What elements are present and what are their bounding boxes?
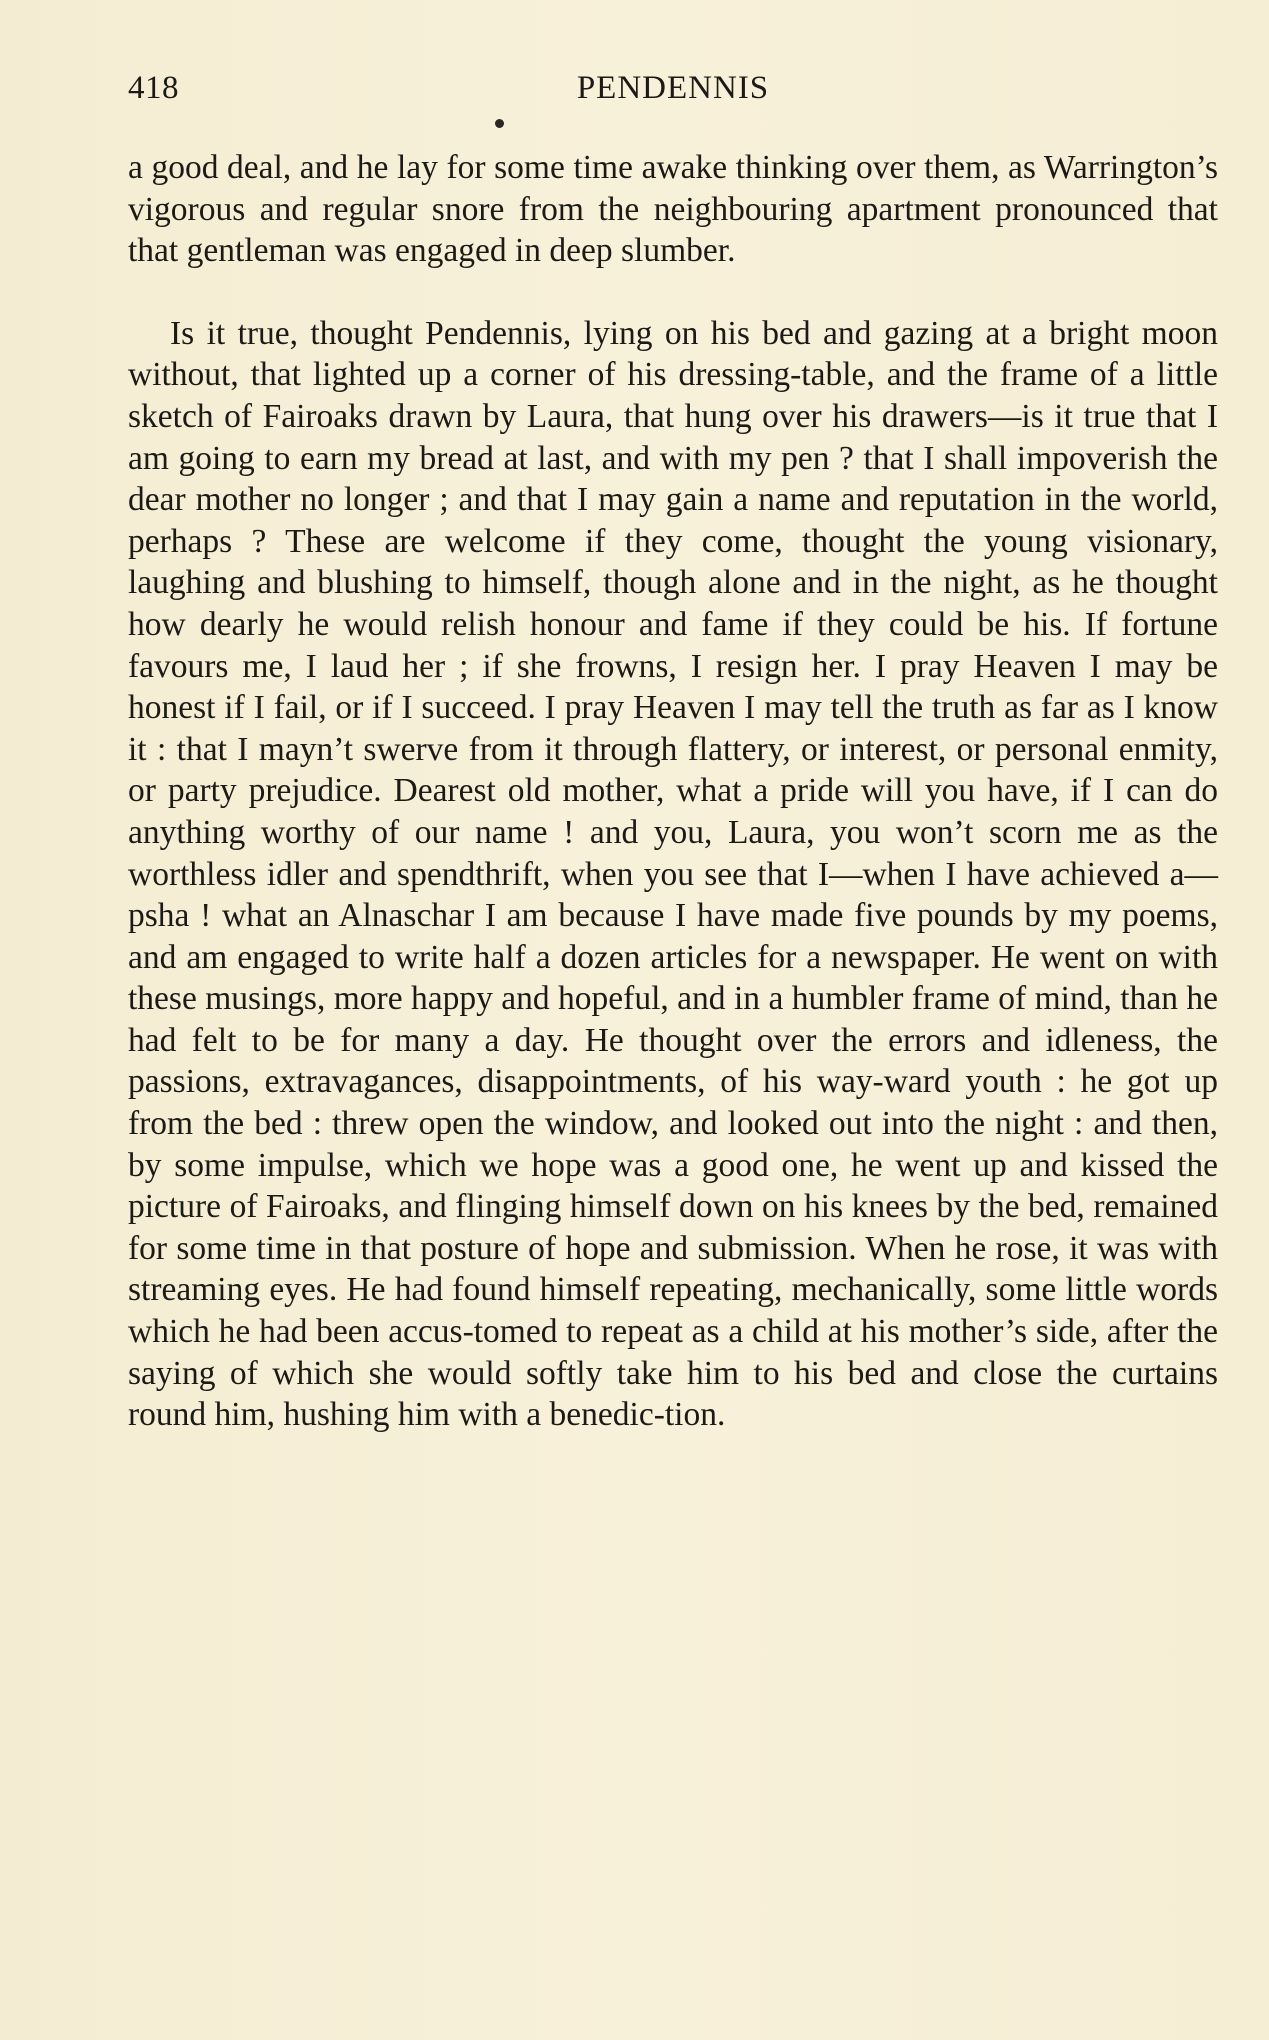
running-title: PENDENNIS xyxy=(576,70,770,106)
page-number: 418 xyxy=(128,70,179,106)
ink-speck xyxy=(495,119,504,128)
running-head xyxy=(128,70,1218,114)
continuation-paragraph: a good deal, and he lay for some time awake thinking over them, as Warrington’s vigorous and regular snore from the neighbouring apartment pronounced that that gentleman was engaged in deep slumber. xyxy=(128,149,1218,270)
main-paragraph: Is it true, thought Pendennis, lying on his bed and gazing at a bright moon without, that lighted up a corner of his dressing-table, and the frame of a little sketch of Fairoaks drawn by Laura, that hung over his drawers—is it true that I am going to earn my bread at last, and with my pen ? that I shall impoverish the dear mother no longer ; and that I may gain a name and reputation in the world, perhaps ? These are welcome if they come, thought the young visionary, laughing and blushing to himself, though alone and in the night, as he thought how dearly he would relish honour and fame if they could be his. If fortune favours me, I laud her ; if she frowns, I resign her. I pray Heaven I may be honest if I fail, or if I succeed. I pray Heaven I may tell the truth as far as I know it : that I mayn’t swerve from it through flattery, or interest, or personal enmity, or party prejudice. Dearest old mother, what a pride will you have, if I can do anything worthy of our name ! and you, Laura, you won’t scorn me as the worthless idler and spendthrift, when you see that I—when I have achieved a—psha ! what an Alnaschar I am because I have made five pounds by my poems, and am engaged to write half a dozen articles for a newspaper. He went on with these musings, more happy and hopeful, and in a humbler frame of mind, than he had felt to be for many a day. He thought over the errors and idleness, the passions, extravagances, disappointments, of his way-ward youth : he got up from the bed : threw open the window, and looked out into the night : and then, by some impulse, which we hope was a good one, he went up and kissed the picture of Fairoaks, and flinging himself down on his knees by the bed, remained for some time in that posture of hope and submission. When he rose, it was with streaming eyes. He had found himself repeating, mechanically, some little words which he had been accus-tomed to repeat as a child at his mother’s side, after the saying of which she would softly take him to his bed and close the curtains round him, hushing him with a benedic-tion. xyxy=(128,314,1218,1434)
body-text xyxy=(128,147,1218,1436)
